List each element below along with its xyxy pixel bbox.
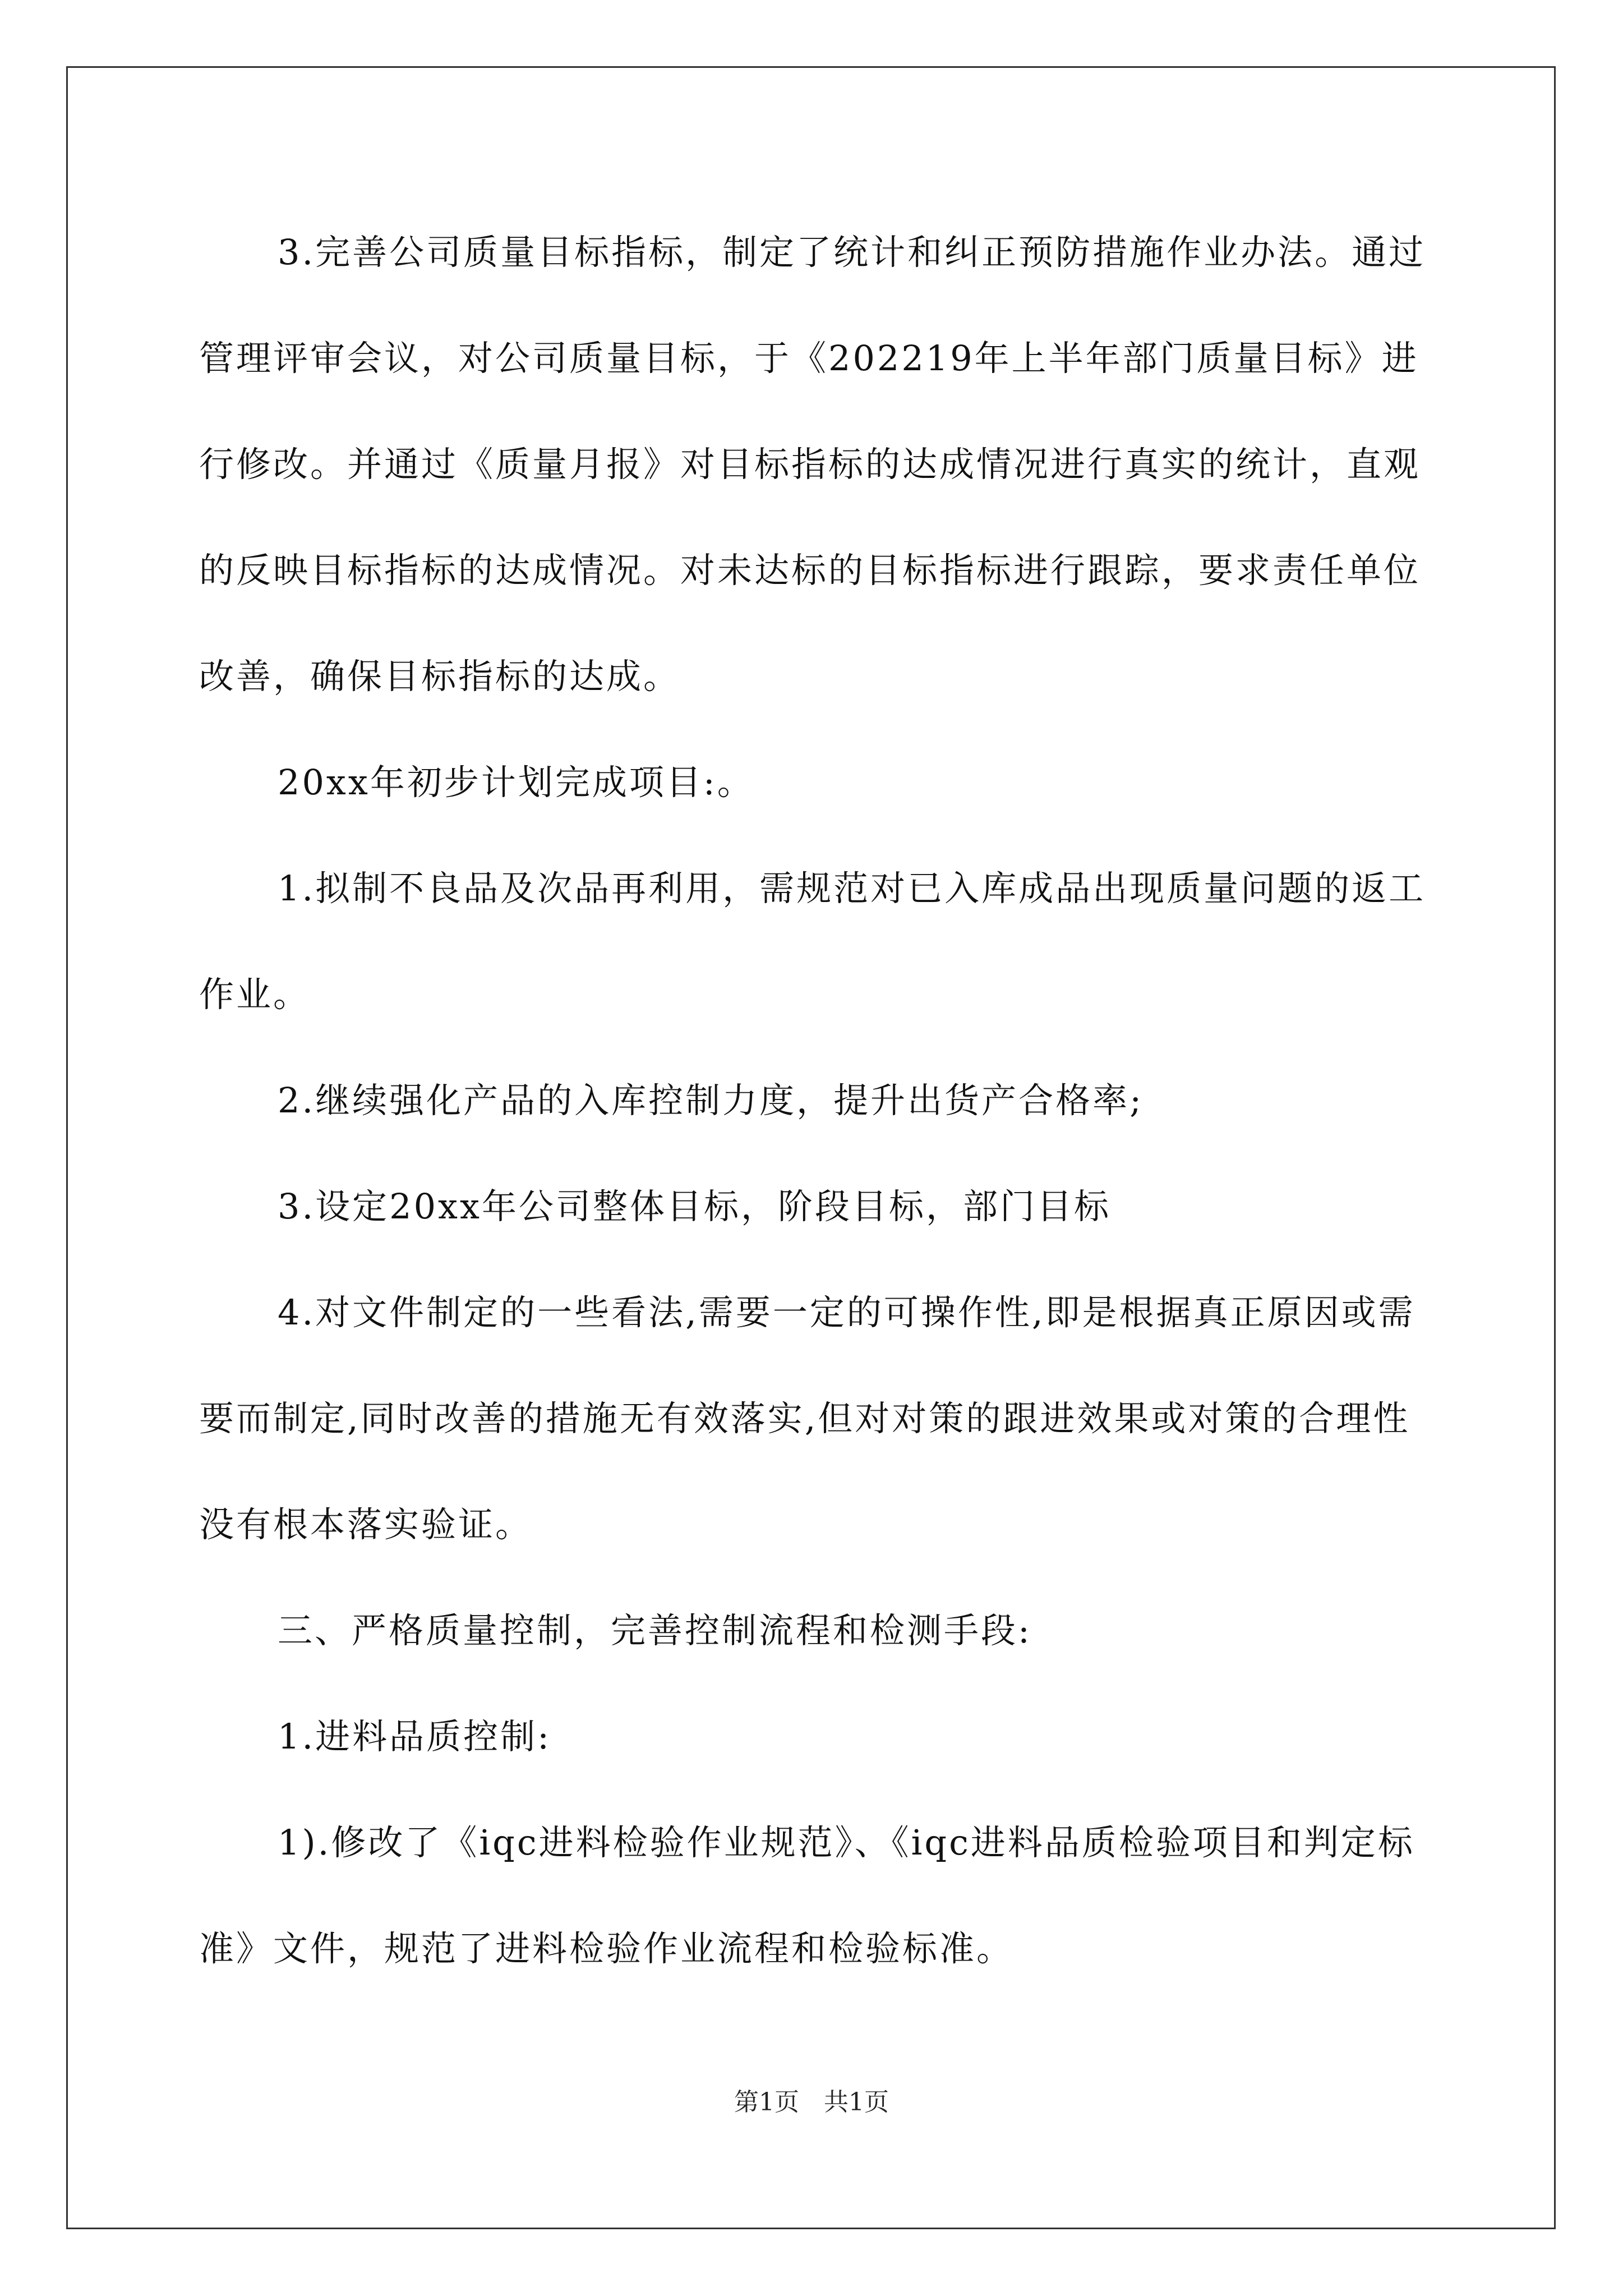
- subheading-incoming-material: 1.进料品质控制:: [278, 1716, 552, 1757]
- paragraph-plan-item-4: 4.对文件制定的一些看法,需要一定的可操作性,即是根据真正原因或需要而制定,同时改善的措施无有效落实,但对对策的跟进效果或对策的合理性没有根本落实验证。: [199, 1292, 1415, 1545]
- paragraph-plan-item-3: 3.设定20xx年公司整体目标，阶段目标，部门目标: [278, 1186, 1111, 1227]
- document-body: [199, 199, 1433, 2001]
- page-footer: 第1页 共1页: [734, 2088, 889, 2116]
- paragraph-quality-targets: 3.完善公司质量目标指标，制定了统计和纠正预防措施作业办法。通过管理评审会议，对公司质量目标，于《202219年上半年部门质量目标》进行修改。并通过《质量月报》对目标指标的达成情况进行真实的统计，直观的反映目标指标的达成情况。对未达标的目标指标进行跟踪，要求责任单位改善，确保目标指标的达成。: [199, 232, 1426, 697]
- paragraph-iqc-revision: 1).修改了《iqc进料检验作业规范》、《iqc进料品质检验项目和判定标准》文件，规范了进料检验作业流程和检验标准。: [199, 1822, 1415, 1969]
- section-heading-quality-control: 三、严格质量控制，完善控制流程和检测手段:: [278, 1610, 1032, 1651]
- paragraph-plan-item-2: 2.继续强化产品的入库控制力度，提升出货产合格率;: [278, 1080, 1144, 1121]
- paragraph-plan-item-1: 1.拟制不良品及次品再利用，需规范对已入库成品出现质量问题的返工作业。: [199, 868, 1426, 1015]
- paragraph-plan-heading: 20xx年初步计划完成项目:。: [278, 762, 754, 803]
